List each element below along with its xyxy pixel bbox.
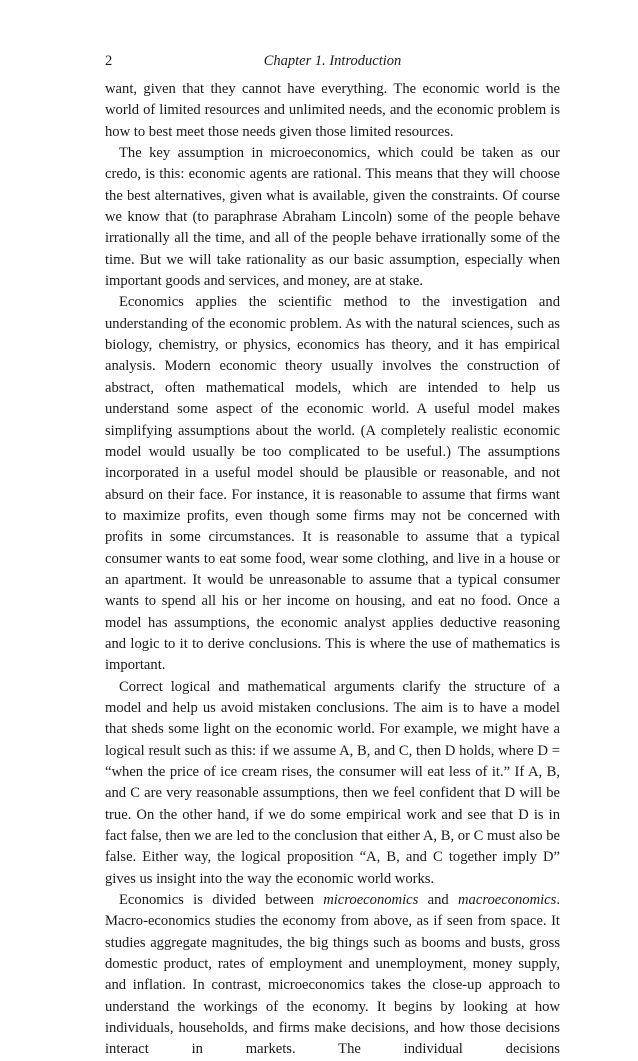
paragraph-micro-macro	[105, 890, 560, 1061]
paragraph-rationality-assumption: The key assumption in microeconomics, which could be taken as our credo, is this: economic agents are rational. This means that they will choose the best alternatives, given what is available, given the constraints. Of course we know that (to paraphrase Abraham Lincoln) some of the people behave irrationally all the time, and all of the people behave irrationally some of the time. But we will take rationality as our basic assumption, especially when important goods and services, and money, are at stake.	[105, 145, 560, 290]
body-text	[105, 79, 560, 1061]
book-page	[105, 0, 560, 1061]
paragraph-continuation: want, given that they cannot have everything. The economic world is the world of limited resources and unlimited needs, and the economic problem is how to best meet those needs given those limited resources.	[105, 81, 560, 140]
chapter-title: Chapter 1. Introduction	[263, 53, 402, 69]
paragraph-logical-arguments: Correct logical and mathematical arguments clarify the structure of a model and help us avoid mistaken conclusions. The aim is to have a model that sheds some light on the economic world. For example, we might have a logical result such as this: if we assume A, B, and C, then D holds, where D = “when the price of ice cream rises, the consumer will eat less of it.” If A, B, and C are very reasonable assumptions, then we feel confident that D will be true. On the other hand, if we do some empirical work and see that D is in fact false, then we are led to the conclusion that either A, B, or C must also be false. Either way, the logical proposition “A, B, and C together imply D” gives us insight into the way the economic world works.	[105, 678, 560, 887]
term-macroeconomics: macroeconomics	[458, 892, 557, 909]
paragraph-text-segment: and	[418, 892, 458, 909]
paragraph-text-segment: . Macro-economics studies the economy from above, as if seen from space. It studies aggregate magnitudes, the big things such as booms and busts, gross domestic product, rates of employment and unemployment, money supply, and inflation. In contrast, microeconomics takes the close-up approach to understand the workings of the economy. It begins by looking at how individuals, households, and firms make decisions, and how those decisions interact in markets. The individual decisions	[105, 892, 560, 1058]
running-header	[105, 51, 560, 71]
paragraph-text-segment: Economics is divided between	[119, 892, 324, 909]
paragraph-scientific-method: Economics applies the scientific method to the investigation and understanding of the economic problem. As with the natural sciences, such as biology, chemistry, or physics, economics has theory, and it has empirical analysis. Modern economic theory usually involves the construction of abstract, often mathematical models, which are intended to help us understand some aspect of the economic world. A useful model makes simplifying assumptions about the world. (A completely realistic economic model would usually be too complicated to be useful.) The assumptions incorporated in a useful model should be plausible or reasonable, and not absurd on their face. For instance, it is reasonable to assume that firms want to maximize profits, even though some firms may not be concerned with profits in some circumstances. It is reasonable to assume that a typical consumer wants to eat some food, wear some clothing, and live in a house or an apartment. It would be unreasonable to assume that a typical consumer wants to spend all his or her income on housing, and eat no food. Once a model has assumptions, the economic analyst applies deductive reasoning and logic to it to derive conclusions. This is where the use of mathematics is important.	[105, 294, 560, 674]
term-microeconomics: microeconomics	[323, 892, 419, 909]
page-number: 2	[105, 53, 113, 69]
